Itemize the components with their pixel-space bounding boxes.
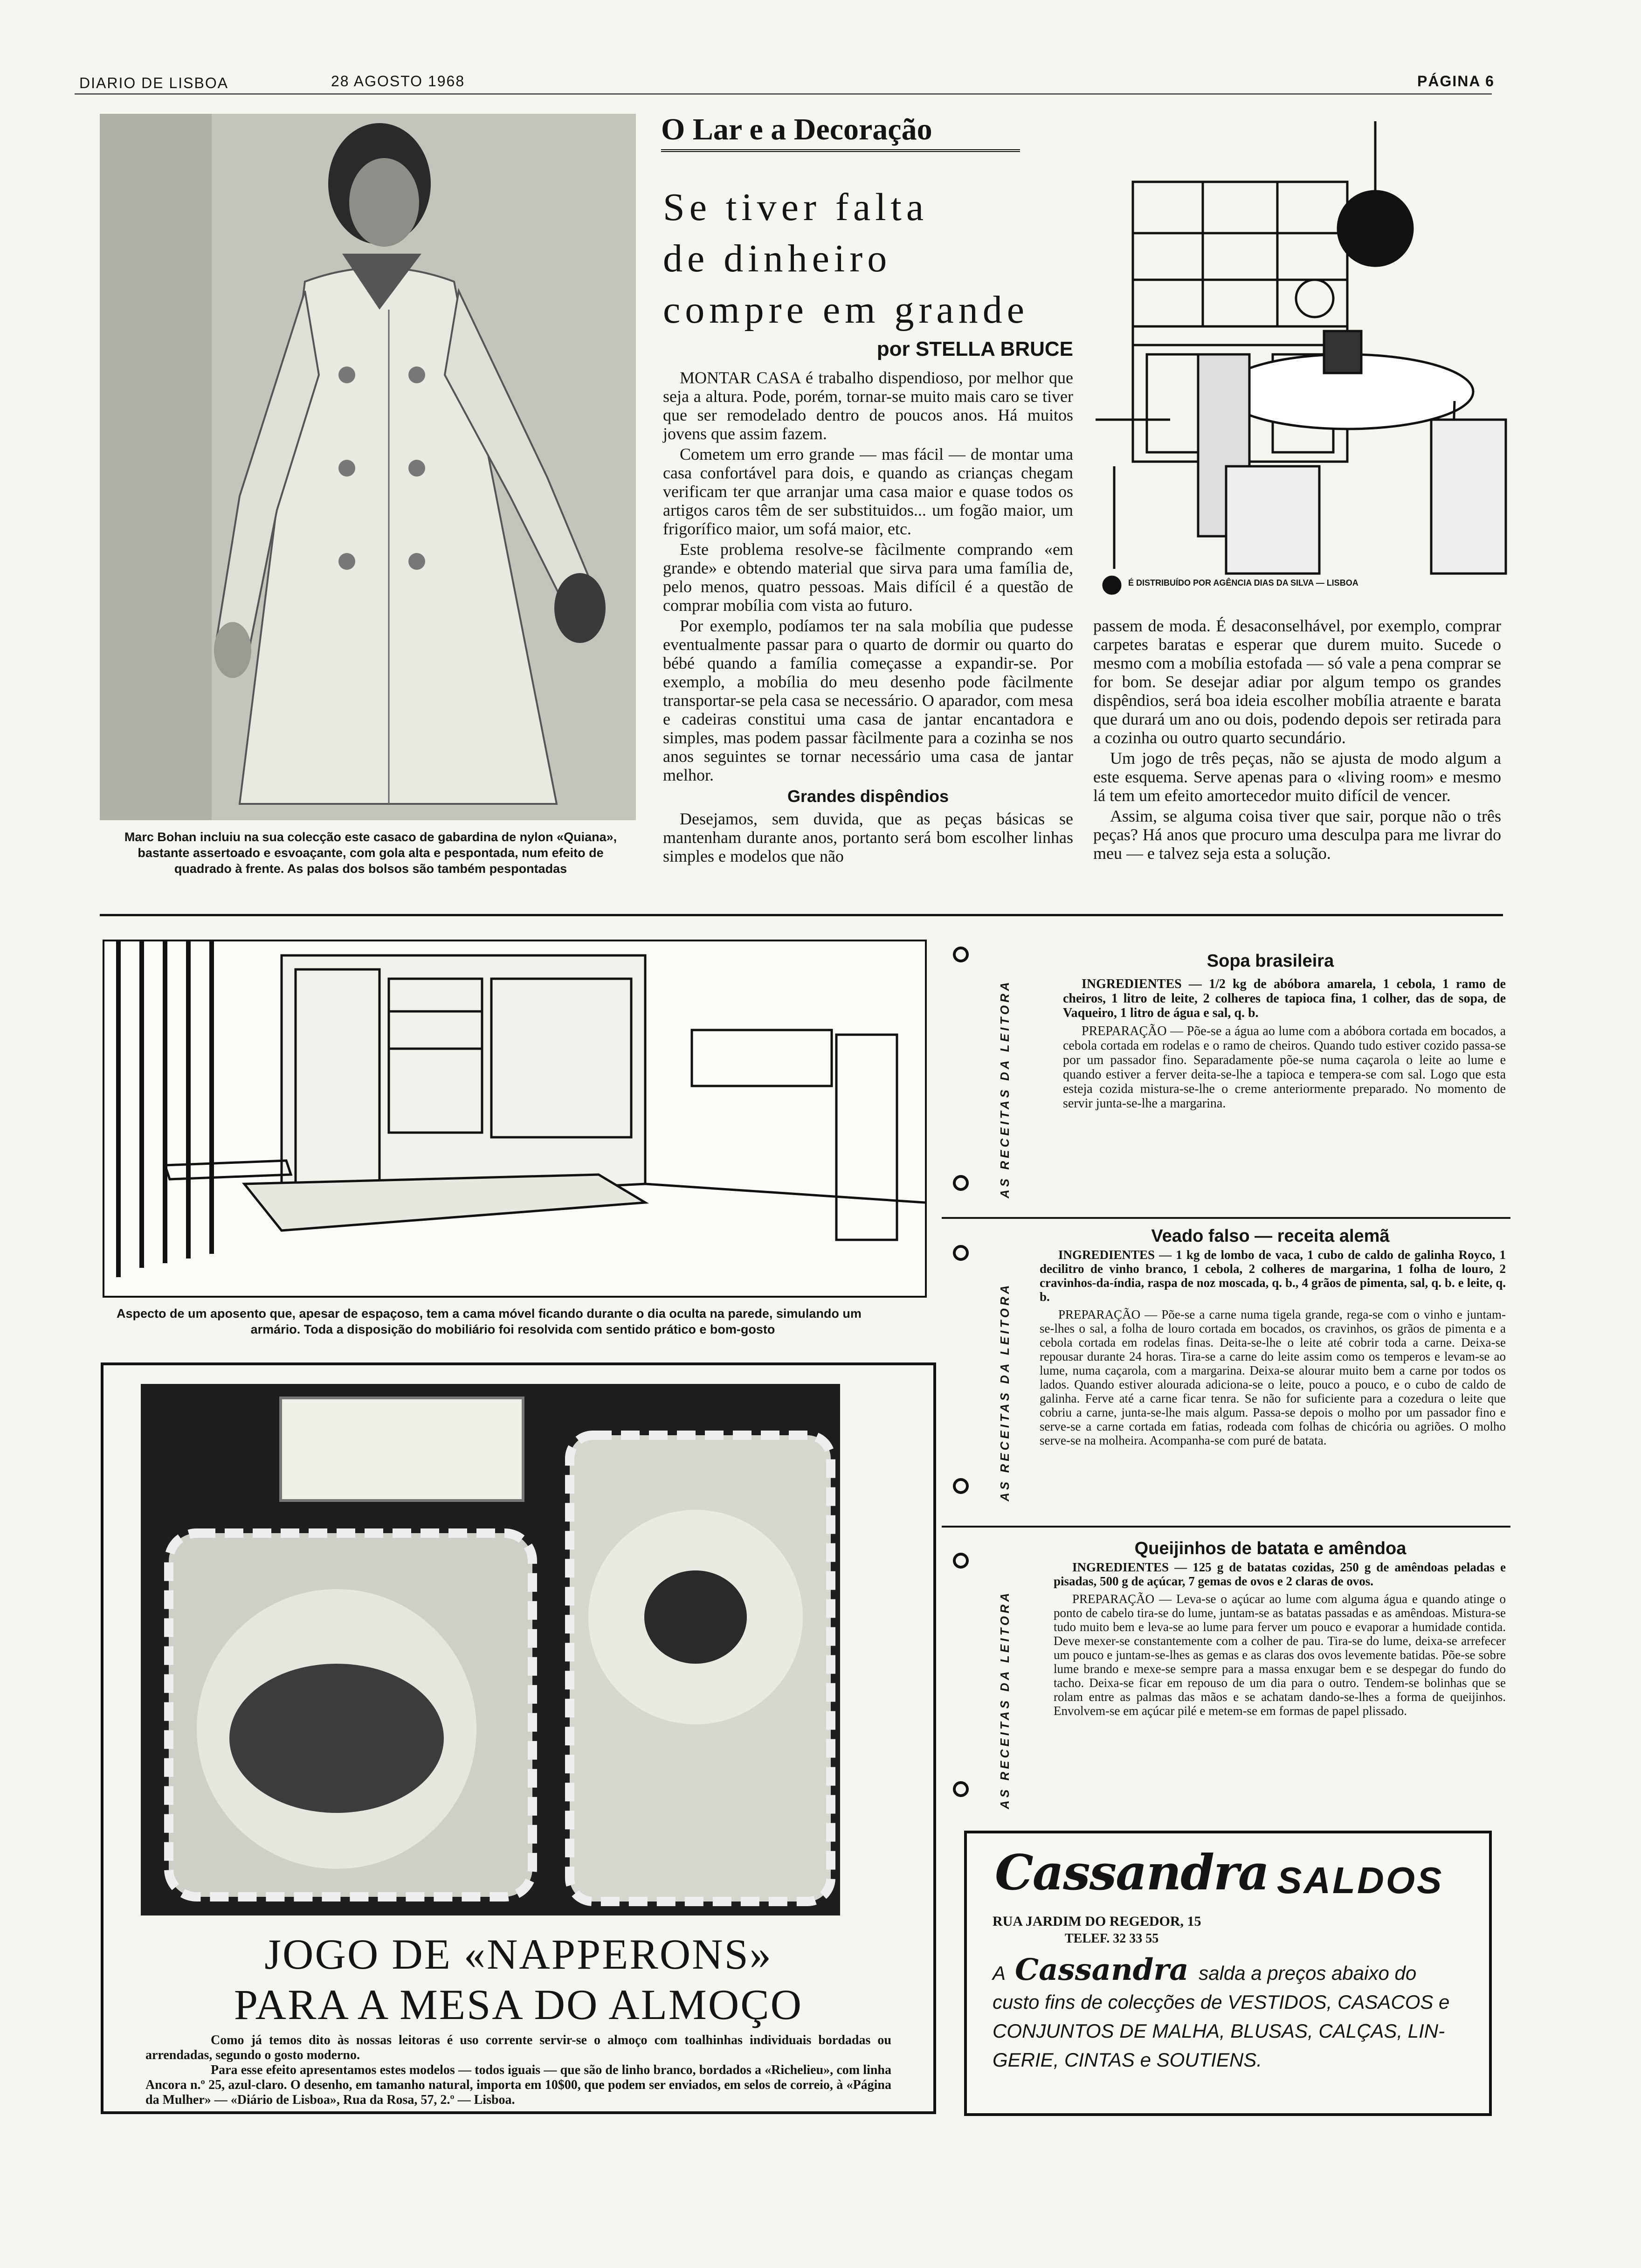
recipe-card <box>942 1226 1510 1525</box>
fashion-photo <box>100 114 636 820</box>
headline-line-3: compre em grande <box>663 288 1029 332</box>
article-byline: por STELLA BRUCE <box>876 338 1073 360</box>
dresser-table-chairs-illustration <box>1096 112 1524 606</box>
ad-headline: SALDOS <box>1277 1860 1444 1901</box>
recipe-card <box>942 937 1510 1217</box>
article-paragraph: Um jogo de três peças, não se ajusta de modo algum a este esquema. Serve apenas para o «living room» e mesmo lá tem um efeito amortecedor muito difícil de vencer. <box>1093 749 1501 805</box>
article-paragraph: Cometem um erro grande — mas fácil — de montar uma casa confortável para dois, e quando as crianças chegam verificam ter que arranjar uma casa maior e quase todos os artigos caros têm de ser substituidos... um fogão maior, um frigorífico maior, um sofá maior, etc. <box>663 445 1073 538</box>
article-column-1 <box>663 368 1073 867</box>
coat-illustration <box>100 114 636 820</box>
article-paragraph: Desejamos, sem duvida, que as peças básicas se mantenham durante anos, portanto será bom escolher linhas simples e modelos que não <box>663 809 1073 865</box>
placemats-illustration <box>141 1384 840 1915</box>
recipe-divider <box>942 1526 1510 1528</box>
article-paragraph: MONTAR CASA é trabalho dispendioso, por melhor que seja a altura. Pode, porém, tornar-se muito mais caro se tiver que ser remodelado dentro de poucos anos. Há muitos jovens que assim fazem. <box>663 368 1073 443</box>
napperons-paragraph: Para esse efeito apresentamos estes modelos — todos iguais — que são de linho branco, bordados a «Richelieu», com linha Ancora n.º 25, azul-claro. O desenho, em tamanho natural, importa em 10$00, que podem ser enviados, em selos de correio, à «Página da Mulher» — «Diário de Lisboa», Rua da Rosa, 57, 2.º — Lisboa. <box>145 2063 891 2107</box>
binder-hole-icon <box>953 1478 969 1494</box>
recipe-side-label: AS RECEITAS DA LEITORA <box>998 1282 1012 1501</box>
ad-body-article: A <box>993 1962 1005 1984</box>
article-paragraph: Este problema resolve-se fàcilmente comprando «em grande» e obtendo material que sirva para uma família de, pelo menos, quatro pessoas. Mais difícil é a questão de comprar mobília com vista ao futuro. <box>663 540 1073 615</box>
article-column-2 <box>1093 616 1501 864</box>
recipe-side-label: AS RECEITAS DA LEITORA <box>998 979 1012 1198</box>
ad-body-line: CONJUNTOS DE MALHA, BLUSAS, CALÇAS, LIN- <box>993 2020 1445 2042</box>
bedroom-illustration <box>104 941 925 1296</box>
binder-hole-icon <box>953 1553 969 1569</box>
recipe-ingredients: INGREDIENTES — 1/2 kg de abóbora amarela, 1 cebola, 1 ramo de cheiros, 1 litro de leite, 2 colheres de tapioca fina, 1 colher, das de sopa, de Vaqueiro, 1 litro de água e sal, q. b. <box>1063 977 1506 1020</box>
ad-body-line: custo fins de colecções de VESTIDOS, CASACOS e <box>993 1991 1450 2013</box>
ad-body-line <box>993 1952 1473 1988</box>
recipe-body <box>1040 1248 1506 1451</box>
ad-body-text: salda a preços abaixo do <box>1199 1962 1417 1984</box>
recipe-preparation: PREPARAÇÃO — Leva-se o açúcar ao lume com alguma água e quando atinge o ponto de cabelo tira-se do lume, juntam-se as batatas passadas e as amêndoas. Mistura-se tudo muito bem e leva-se ao lume para ferver um pouco e evaporar a humidade contida. Deve mexer-se constantemente com a colher de pau. Tira-se do lume, deixa-se arrefecer um pouco e juntam-se-lhes as gemas e as claras dos ovos levemente batidas. Põe-se sobre lume brando e mexe-se sempre para a massa enxugar bem e se despegar do fundo do tacho. Deixa-se ficar em repouso de um dia para o outro. Tendem-se bolinhas que se rolam entre as palmas das mãos e se achatam dando-se-lhes a forma de queijinhos. Envolvem-se em açúcar pilé e metem-se em formas de papel plissado. <box>1054 1592 1506 1718</box>
recipe-ingredients: INGREDIENTES — 125 g de batatas cozidas, 250 g de amêndoas peladas e pisadas, 500 g de açúcar, 7 gemas de ovos e 2 claras de ovos. <box>1054 1560 1506 1588</box>
napperons-title-line-1: JOGO DE «NAPPERONS» <box>264 1930 772 1978</box>
napperons-paragraph: Como já temos dito às nossas leitoras é uso corrente servir-se o almoço com toalhinhas individuais bordadas ou arrendadas, segundo o gosto moderno. <box>145 2033 891 2062</box>
furniture-drawing <box>1096 112 1524 606</box>
fashion-photo-caption: Marc Bohan incluiu na sua colecção este casaco de gabardina de nylon «Quiana», bastante assertoado e esvoaçante, com gola alta e pespontada, num efeito de quadrado à frente. As palas dos bolsos são também pespontadas <box>124 830 617 876</box>
room-drawing <box>103 940 927 1298</box>
cassandra-ad <box>964 1831 1492 2116</box>
ad-address: RUA JARDIM DO REGEDOR, 15 <box>993 1914 1201 1929</box>
ad-body-brand: Cassandra <box>1015 1952 1189 1987</box>
ad-brand-logo: Cassandra <box>995 1844 1269 1901</box>
ad-body-line: GERIE, CINTAS e SOUTIENS. <box>993 2049 1262 2071</box>
recipe-title: Queijinhos de batata e amêndoa <box>1134 1539 1407 1558</box>
issue-date: 28 AGOSTO 1968 <box>331 73 465 90</box>
binder-hole-icon <box>953 1175 969 1191</box>
napperons-text <box>145 2033 891 2108</box>
headline-line-2: de dinheiro <box>663 237 892 280</box>
room-drawing-caption: Aspecto de um aposento que, apesar de espaçoso, tem a cama móvel ficando durante o dia oculta na parede, simulando um armário. Toda a disposição do mobiliário foi resolvida com sentido prático e bom-gosto <box>117 1307 862 1336</box>
recipe-side-label: AS RECEITAS DA LEITORA <box>998 1590 1012 1809</box>
recipe-title: Veado falso — receita alemã <box>1151 1226 1390 1246</box>
napperons-box <box>101 1362 936 2114</box>
binder-hole-icon <box>953 1245 969 1261</box>
recipe-body <box>1063 977 1506 1114</box>
binder-hole-icon <box>953 1781 969 1797</box>
newspaper-name: DIARIO DE LISBOA <box>79 75 229 91</box>
recipe-preparation: PREPARAÇÃO — Põe-se a água ao lume com a abóbora cortada em bocados, a cebola cortada em rodelas e o ramo de cheiros. Quando tudo estiver cozido passa-se por um passador fino. Separadamente põe-se numa caçarola o leite ao lume e quando estiver a ferver deita-se-lhe a tapioca e tempera-se com sal. Logo que esta esteja cozida mistura-se-lhe o creme anteriormente preparado. No momento de servir junta-se-lhe a margarina. <box>1063 1024 1506 1111</box>
article-paragraph: Assim, se alguma coisa tiver que sair, porque não o três peças? Há anos que procuro uma desculpa para me livrar do meu — e talvez seja esta a solução. <box>1093 807 1501 863</box>
recipe-divider <box>942 1217 1510 1219</box>
headline-line-1: Se tiver falta <box>663 186 929 229</box>
page-number: PÁGINA 6 <box>1417 73 1495 90</box>
recipe-title: Sopa brasileira <box>1207 951 1334 971</box>
article-subhead: Grandes dispêndios <box>787 787 949 806</box>
illustration-credit: É DISTRIBUÍDO POR AGÊNCIA DIAS DA SILVA — LISBOA <box>1128 578 1358 588</box>
ad-phone: TELEF. 32 33 55 <box>1065 1931 1159 1946</box>
recipe-preparation: PREPARAÇÃO — Põe-se a carne numa tigela grande, rega-se com o vinho e juntam-se-lhes o sal, a folha de louro cortada em bocados, os cravinhos, os grãos de pimenta e a cebola cortada em rodelas finas. Deita-se-lhe o leite até cobrir toda a carne. Deixa-se repousar durante 24 horas. Tira-se a carne do leite assim como os temperos e levam-se ao lume, numa caçarola, com a margarina. Deixa-se alourar muito bem a carne por todos os lados. Quando estiver alourada adiciona-se o leite, pouco a pouco, e o cubo de caldo de galinha. Ferve até a carne ficar tenra. Se não for suficiente para a cozedura o leite que cobriu a carne, junta-se-lhe mais algum. Passa-se depois o molho por um passador fino e serve-se a carne cortada em fatias, rodeada com folhas de chicória ou agriões. O molho serve-se na molheira. Acompanha-se com puré de batata. <box>1040 1307 1506 1447</box>
recipe-body <box>1054 1560 1506 1722</box>
ad-body <box>993 1952 1473 2074</box>
section-title: O Lar e a Decoração <box>661 112 1020 152</box>
article-paragraph: passem de moda. É desaconselhável, por exemplo, comprar carpetes baratas e esperar que durem muito. Sucede o mesmo com a mobília estofada — só vale a pena comprar se for bom. Se desejar adiar por algum tempo os grandes dispêndios, será boa ideia escolher mobília atraente e barata que durará um ano ou dois, podendo depois ser retirada para a cozinha ou outro quarto secundário. <box>1093 616 1501 747</box>
header-rule <box>75 93 1492 95</box>
napperons-title-line-2: PARA A MESA DO ALMOÇO <box>234 1981 803 2028</box>
recipe-ingredients: INGREDIENTES — 1 kg de lombo de vaca, 1 cubo de caldo de galinha Royco, 1 decilitro de vinho branco, 1 cebola, 2 colheres de margarina, 1 folha de louro, 2 cravinhos-da-índia, raspa de noz moscada, q. b., 4 grãos de pimenta, sal, q. b. e leite, q. b. <box>1040 1248 1506 1304</box>
recipe-card <box>942 1534 1510 1823</box>
article-paragraph: Por exemplo, podíamos ter na sala mobília que pudesse eventualmente passar para o quarto de dormir ou quarto do bébé quando a família começasse a expandir-se. Por exemplo, a mobília do meu desenho pode fàcilmente transportar-se pela casa se necessário. O aparador, com mesa e cadeiras constitui uma casa de jantar encantadora e simples, mas podem passar fàcilmente para a cozinha se nos anos seguintes se tornar necessário uma casa de jantar melhor. <box>663 616 1073 784</box>
section-divider <box>100 914 1503 916</box>
binder-hole-icon <box>953 947 969 962</box>
napperons-photo <box>141 1384 840 1915</box>
article-headline <box>663 182 1083 336</box>
